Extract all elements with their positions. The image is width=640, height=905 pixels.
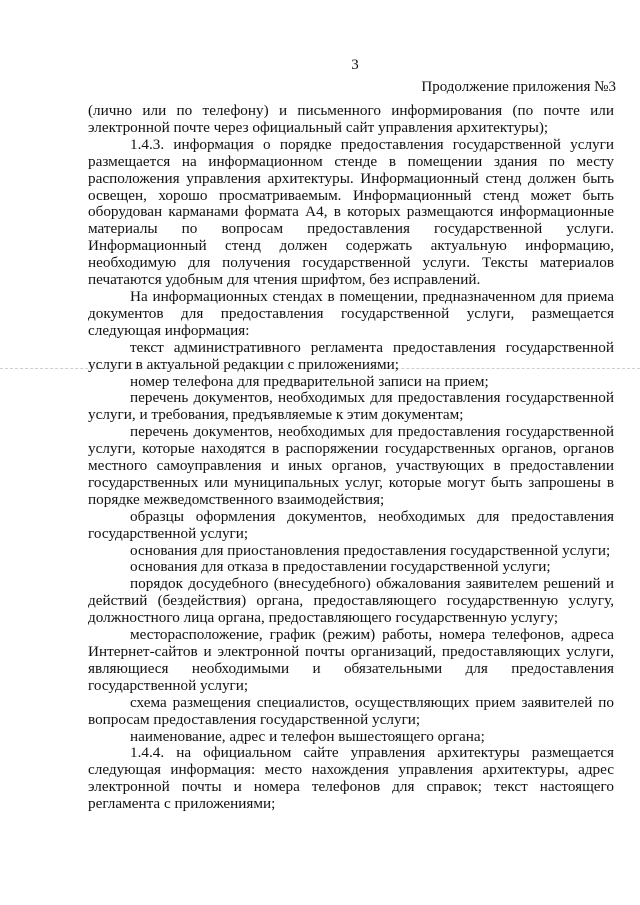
- list-item: образцы оформления документов, необходимых для предоставления государственной услуги;: [88, 507, 614, 542]
- document-body: [88, 103, 614, 813]
- paragraph: 1.4.3. информация о порядке предоставления государственной услуги размещается на информационном стенде в помещении здания по месту расположения управления архитектуры. Информационный стенд должен быть освещен, хорошо просматриваемым. Информационный стенд может быть оборудован карманами формата А4, в которых размещаются информационные материалы по вопросам предоставления государственной услуги. Информационный стенд должен содержать актуальную информацию, необходимую для получения государственной услуги. Тексты материалов печатаются удобным для чтения шрифтом, без исправлений.: [88, 135, 614, 289]
- appendix-note: Продолжение приложения №3: [421, 79, 616, 95]
- list-item: схема размещения специалистов, осуществляющих прием заявителей по вопросам предоставления государственной услуги;: [88, 693, 614, 728]
- paragraph: 1.4.4. на официальном сайте управления архитектуры размещается следующая информация: место нахождения управления архитектуры, адрес электронной почты и номера телефонов для справок; текст настоящего регламента с приложениями;: [88, 744, 614, 813]
- paragraph: На информационных стендах в помещении, предназначенном для приема документов для предоставления государственной услуги, размещается следующая информация:: [88, 287, 614, 339]
- list-item: номер телефона для предварительной записи на прием;: [130, 372, 489, 390]
- list-item: перечень документов, необходимых для предоставления государственной услуги, которые находятся в распоряжении государственных органов, органов местного самоуправления и иных органов, участвующих в предоставлении государственных или муниципальных услуг, которые могут быть запрошены в порядке межведомственного взаимодействия;: [88, 423, 614, 508]
- page-number: 3: [351, 57, 359, 73]
- list-item: текст административного регламента предоставления государственной услуги в актуальной редакции с приложениями;: [88, 338, 614, 373]
- list-item: месторасположение, график (режим) работы, номера телефонов, адреса Интернет-сайтов и электронной почты организаций, предоставляющих услуги, являющиеся необходимыми и обязательными для предоставления государственной услуги;: [88, 626, 614, 694]
- list-item: основания для приостановления предоставления государственной услуги;: [130, 541, 611, 559]
- paragraph: (лично или по телефону) и письменного информирования (по почте или электронной почте через официальный сайт управления архитектуры);: [88, 102, 614, 136]
- list-item: перечень документов, необходимых для предоставления государственной услуги, и требования, предъявляемые к этим документам;: [88, 389, 614, 424]
- list-item: порядок досудебного (внесудебного) обжалования заявителем решений и действий (бездействия) органа, предоставляющего государственную услугу, должностного лица органа, предоставляющего государственную услугу;: [88, 575, 614, 627]
- list-item: наименование, адрес и телефон вышестоящего органа;: [130, 727, 485, 745]
- list-item: основания для отказа в предоставлении государственной услуги;: [130, 558, 551, 576]
